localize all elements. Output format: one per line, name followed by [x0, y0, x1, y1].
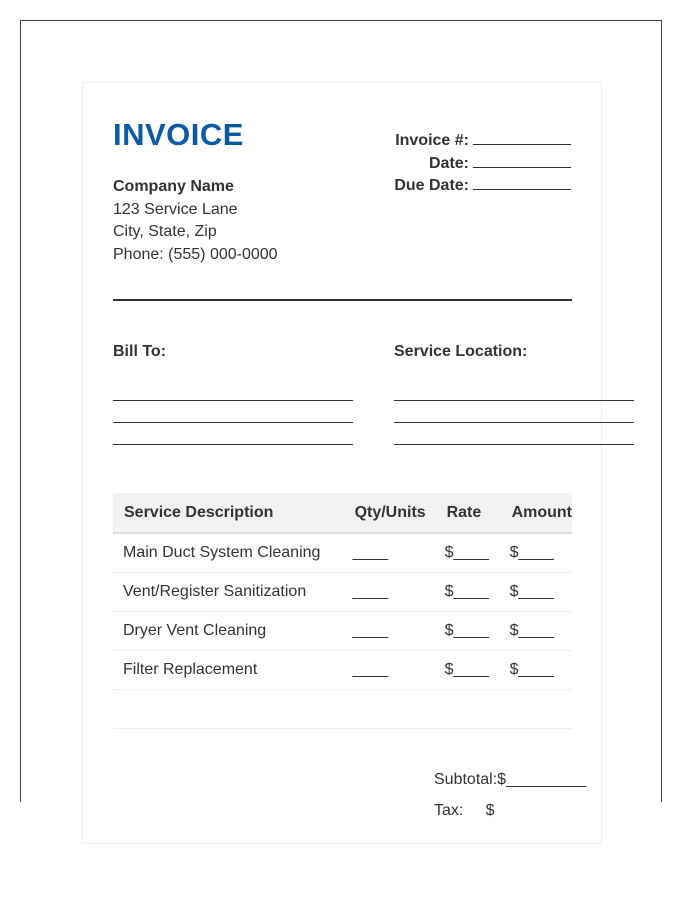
page-frame	[20, 20, 662, 819]
row-qty[interactable]: ____	[344, 651, 436, 690]
invoice-sheet	[82, 82, 602, 844]
row-amount[interactable]: $____	[501, 533, 572, 573]
bill-to-line[interactable]	[113, 422, 353, 423]
company-address-line1: 123 Service Lane	[113, 200, 238, 218]
services-table	[113, 493, 572, 729]
row-qty[interactable]: ____	[344, 573, 436, 612]
empty-cell	[436, 690, 501, 729]
row-amount[interactable]: $____	[501, 612, 572, 651]
table-row	[113, 651, 572, 690]
service-location-line[interactable]	[394, 422, 634, 423]
table-row	[113, 573, 572, 612]
invoice-date-row	[373, 153, 571, 176]
header-qty: Qty/Units	[344, 493, 436, 533]
tax-line: Tax: $	[434, 802, 495, 819]
table-row	[113, 612, 572, 651]
row-qty[interactable]: ____	[344, 533, 436, 573]
company-name: Company Name	[113, 178, 234, 195]
company-phone: Phone: (555) 000-0000	[113, 245, 278, 263]
row-rate[interactable]: $____	[436, 651, 501, 690]
service-location-lines	[394, 400, 634, 466]
row-amount[interactable]: $____	[501, 573, 572, 612]
empty-cell	[501, 690, 572, 729]
header-divider	[113, 299, 572, 301]
table-row	[113, 533, 572, 573]
header-amount: Amount	[501, 493, 572, 533]
row-description: Main Duct System Cleaning	[113, 533, 344, 573]
service-location-line[interactable]	[394, 400, 634, 401]
totals-block	[434, 764, 586, 826]
invoice-due-date-label: Due Date:	[394, 177, 469, 194]
invoice-date-label: Date:	[428, 154, 469, 172]
empty-cell	[113, 690, 344, 729]
invoice-title: INVOICE	[113, 117, 244, 152]
invoice-number-row	[373, 130, 571, 153]
row-rate[interactable]: $____	[436, 612, 501, 651]
service-location-line[interactable]	[394, 444, 634, 445]
bill-to-lines	[113, 400, 353, 466]
row-qty[interactable]: ____	[344, 612, 436, 651]
invoice-due-date-blank[interactable]	[473, 175, 571, 190]
bill-to-line[interactable]	[113, 444, 353, 445]
invoice-due-date-row	[373, 175, 571, 198]
invoice-number-label: Invoice #:	[395, 132, 469, 149]
company-address-line2: City, State, Zip	[113, 223, 217, 240]
row-description: Dryer Vent Cleaning	[113, 612, 344, 651]
invoice-meta	[373, 130, 571, 198]
invoice-number-blank[interactable]	[473, 130, 571, 145]
table-row-empty	[113, 690, 572, 729]
row-description: Filter Replacement	[113, 651, 344, 690]
row-rate[interactable]: $____	[436, 533, 501, 573]
row-amount[interactable]: $____	[501, 651, 572, 690]
company-info	[113, 176, 278, 266]
header-description: Service Description	[113, 493, 344, 533]
empty-cell	[344, 690, 436, 729]
header-rate: Rate	[436, 493, 501, 533]
service-location-heading: Service Location:	[394, 343, 528, 360]
row-rate[interactable]: $____	[436, 573, 501, 612]
invoice-date-blank[interactable]	[473, 153, 571, 168]
table-header-row	[113, 493, 572, 533]
row-description: Vent/Register Sanitization	[113, 573, 344, 612]
subtotal-line: Subtotal:$_________	[434, 771, 587, 788]
bill-to-heading: Bill To:	[113, 343, 167, 360]
bill-to-line[interactable]	[113, 400, 353, 401]
